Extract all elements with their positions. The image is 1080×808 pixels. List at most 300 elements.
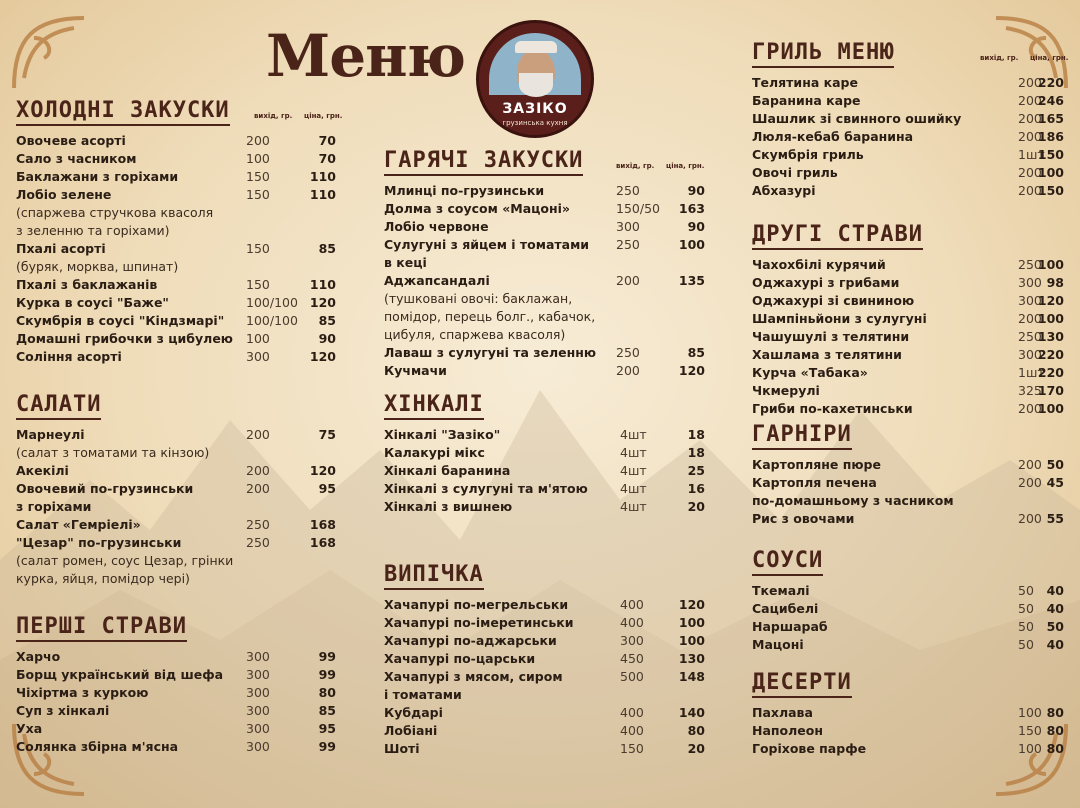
item-price: 90 [687,183,705,198]
item-name: Оджахурі з грибами [752,275,900,290]
menu-item [384,722,714,740]
item-name: Хачапурі з мясом, сиром [384,669,563,684]
section-title: ГРИЛЬ МЕНЮ [752,40,894,68]
item-name: Сулугуні з яйцем і томатами [384,237,590,252]
item-name: Солянка збірна м'ясна [16,739,179,754]
price-column-header: ціна, грн. [666,162,705,170]
menu-item [752,382,1064,400]
item-weight: 450 [620,651,644,666]
item-name: Горіхове парфе [752,741,867,756]
item-name: Хінкалі з вишнею [384,499,513,514]
item-name: Овочі гриль [752,165,838,180]
menu-item [16,348,346,366]
section-header [16,98,346,126]
menu-item [384,462,714,480]
item-description: (салат ромен, соус Цезар, грінки [16,553,234,568]
item-name: Лаваш з сулугуні та зеленню [384,345,597,360]
item-price: 85 [687,345,705,360]
menu-item [752,582,1064,600]
section-title: ДРУГІ СТРАВИ [752,222,923,250]
section-header [16,392,346,420]
section-header [16,614,346,642]
logo-tagline: грузинська кухня [502,119,568,127]
item-weight: 250 [616,183,640,198]
item-price: 70 [318,151,336,166]
item-name: Хачапурі по-царськи [384,651,536,666]
item-description: (тушковані овочі: баклажан, [384,291,573,306]
item-weight: 250 [616,237,640,252]
item-weight: 100/100 [246,313,298,328]
item-weight: 200 [1018,93,1042,108]
item-price: 45 [1046,475,1064,490]
item-price: 130 [1037,329,1064,344]
item-weight: 200 [246,463,270,478]
item-name: Овочеве асорті [16,133,126,148]
item-weight: 4шт [620,481,647,496]
item-price: 99 [318,649,336,664]
menu-item [384,650,714,668]
item-price: 85 [318,241,336,256]
item-price: 163 [678,201,705,216]
item-weight: 250 [1018,329,1042,344]
item-name: Хашлама з телятини [752,347,902,362]
item-weight: 200 [1018,475,1042,490]
menu-item [752,346,1064,364]
menu-item [752,92,1064,110]
menu-items [16,648,346,756]
item-weight: 4шт [620,427,647,442]
item-weight: 250 [616,345,640,360]
item-price: 100 [678,615,705,630]
item-weight: 200 [1018,511,1042,526]
item-price: 50 [1046,457,1064,472]
item-name: Мацоні [752,637,804,652]
section-first-courses [16,614,346,756]
item-price: 120 [678,363,705,378]
item-weight: 50 [1018,637,1034,652]
item-name: Пхалі з баклажанів [16,277,158,292]
item-weight: 300 [246,649,270,664]
item-description: курка, яйця, помідор чері) [16,571,190,586]
item-name: Сацибелі [752,601,819,616]
item-name: Телятина каре [752,75,858,90]
item-weight: 500 [620,669,644,684]
section-title: ДЕСЕРТИ [752,670,852,698]
item-weight: 100 [1018,741,1042,756]
item-weight: 150 [246,241,270,256]
item-name: Марнеулі [16,427,85,442]
item-price: 120 [1037,293,1064,308]
item-price: 50 [1046,619,1064,634]
item-weight: 150/50 [616,201,660,216]
item-price: 120 [678,597,705,612]
weight-column-header: вихід, гр. [254,112,293,120]
menu-item [16,648,346,666]
menu-item [384,632,714,650]
item-weight: 1шт [1018,365,1045,380]
item-weight: 200 [1018,457,1042,472]
item-weight: 300 [246,685,270,700]
section-title: ГАРЯЧІ ЗАКУСКИ [384,148,583,176]
item-name: Абхазурі [752,183,816,198]
item-weight: 300 [1018,347,1042,362]
weight-column-header: вихід, гр. [980,54,1019,62]
item-price: 100 [1037,165,1064,180]
menu-item [384,200,714,218]
menu-item [384,668,714,686]
item-name: Картопля печена [752,475,877,490]
item-name: Шашлик зі свинного ошийку [752,111,962,126]
section-header [752,670,1064,698]
restaurant-logo [476,20,594,138]
item-weight: 300 [616,219,640,234]
item-weight: 50 [1018,583,1034,598]
menu-item [16,720,346,738]
menu-item [16,294,346,312]
section-bakery [384,562,714,758]
menu-item [752,364,1064,382]
item-price: 40 [1046,637,1064,652]
item-price: 100 [1037,257,1064,272]
item-weight: 100 [1018,705,1042,720]
item-weight: 4шт [620,463,647,478]
menu-items [16,132,346,366]
item-price: 95 [318,721,336,736]
item-name: в кеці [384,255,427,270]
menu-item [384,596,714,614]
menu-item [16,684,346,702]
item-name: Чіхіртма з куркою [16,685,149,700]
item-name: Млинці по-грузинськи [384,183,545,198]
section-header [752,40,1069,68]
item-price: 85 [318,313,336,328]
item-weight: 150 [246,187,270,202]
menu-items [384,182,714,380]
menu-item [752,110,1064,128]
section-header [384,148,714,176]
item-name: Скумбрія в соусі "Кіндзмарі" [16,313,225,328]
item-description: помідор, перець болг., кабачок, [384,309,596,324]
item-name: Борщ український від шефа [16,667,224,682]
item-name: Люля-кебаб баранина [752,129,914,144]
item-weight: 4шт [620,445,647,460]
menu-item [384,480,714,498]
item-weight: 300 [246,667,270,682]
item-name: Кубдарі [384,705,443,720]
item-weight: 200 [246,133,270,148]
section-hot-appetizers [384,148,714,380]
item-price: 110 [309,277,336,292]
item-weight: 200 [616,273,640,288]
item-weight: 150 [246,277,270,292]
item-name: Уха [16,721,43,736]
section-sauces [752,548,1064,654]
item-price: 80 [318,685,336,700]
item-price: 25 [687,463,705,478]
item-weight: 200 [246,427,270,442]
item-price: 40 [1046,583,1064,598]
menu-item [384,686,714,704]
menu-item [752,704,1064,722]
menu-items [752,74,1064,200]
item-price: 75 [318,427,336,442]
ornament-top-left-icon [4,8,94,98]
section-header [752,422,1064,450]
item-price: 18 [687,427,705,442]
item-price: 120 [309,349,336,364]
menu-items [16,426,346,588]
item-weight: 300 [1018,275,1042,290]
item-price: 20 [687,499,705,514]
menu-item [16,516,346,534]
item-weight: 1шт [1018,147,1045,162]
menu-item [384,362,714,380]
section-title: ХІНКАЛІ [384,392,484,420]
item-price: 80 [1046,741,1064,756]
item-price: 110 [309,169,336,184]
menu-item [384,218,714,236]
item-name: Домашні грибочки з цибулею [16,331,233,346]
item-description: (буряк, морква, шпинат) [16,259,179,274]
item-price: 168 [309,535,336,550]
item-weight: 200 [1018,401,1042,416]
item-price: 99 [318,667,336,682]
section-khinkali [384,392,714,516]
menu-item [752,256,1064,274]
menu-item [752,740,1064,758]
section-title: ХОЛОДНІ ЗАКУСКИ [16,98,230,126]
item-description: (салат з томатами та кінзою) [16,445,210,460]
item-name: Хачапурі по-аджарськи [384,633,557,648]
item-name: Наршараб [752,619,828,634]
item-weight: 100 [246,331,270,346]
menu-items [752,704,1064,758]
item-price: 165 [1037,111,1064,126]
item-name: Акекілі [16,463,69,478]
menu-item [752,636,1064,654]
item-weight: 200 [1018,165,1042,180]
item-price: 20 [687,741,705,756]
item-name: Хінкалі з сулугуні та м'ятою [384,481,588,496]
item-price: 99 [318,739,336,754]
menu-item [16,276,346,294]
item-name: Пахлава [752,705,813,720]
item-price: 150 [1037,147,1064,162]
menu-item [752,328,1064,346]
item-weight: 50 [1018,601,1034,616]
menu-item [16,462,346,480]
logo-badge [476,20,594,138]
section-grill-menu [752,40,1069,200]
item-name: і томатами [384,687,462,702]
item-name: Хінкалі "Зазіко" [384,427,501,442]
item-weight: 50 [1018,619,1034,634]
menu-item [752,456,1064,474]
item-price: 100 [678,237,705,252]
item-price: 140 [678,705,705,720]
logo-brand: ЗАЗІКО [502,101,568,117]
section-header [384,562,714,590]
item-weight: 250 [1018,257,1042,272]
item-name: Лобіо зелене [16,187,112,202]
menu-item [384,444,714,462]
item-description: (спаржева стручкова квасоля [16,205,214,220]
menu-item [16,534,346,552]
section-title: ГАРНІРИ [752,422,852,450]
menu-item [16,240,346,258]
item-name: Оджахурі зі свининою [752,293,915,308]
section-title: ВИПІЧКА [384,562,484,590]
item-name: Курка в соусі "Баже" [16,295,169,310]
section-salads [16,392,346,588]
menu-item [752,510,1064,528]
item-weight: 250 [246,517,270,532]
menu-item [16,186,346,204]
item-name: Салат «Гемріелі» [16,517,141,532]
item-weight: 100 [246,151,270,166]
item-price: 18 [687,445,705,460]
section-desserts [752,670,1064,758]
menu-item [16,426,346,444]
item-price: 80 [1046,723,1064,738]
menu-item [752,618,1064,636]
menu-item [16,312,346,330]
price-column-header: ціна, грн. [304,112,343,120]
item-weight: 325 [1018,383,1042,398]
menu-item [16,498,346,516]
item-price: 135 [678,273,705,288]
menu-item [752,182,1064,200]
menu-item [16,330,346,348]
menu-item [384,254,714,272]
item-name: Ткемалі [752,583,810,598]
section-header [752,548,1064,576]
menu-item [752,146,1064,164]
item-weight: 200 [1018,75,1042,90]
section-header [384,392,714,420]
menu-item [752,400,1064,418]
item-price: 55 [1046,511,1064,526]
menu-items [752,582,1064,654]
menu-item [752,600,1064,618]
item-weight: 200 [246,481,270,496]
item-name: Шампіньйони з сулугуні [752,311,927,326]
item-weight: 400 [620,723,644,738]
item-name: Суп з хінкалі [16,703,110,718]
weight-column-header: вихід, гр. [616,162,655,170]
menu-item [384,236,714,254]
menu-item [384,740,714,758]
menu-item [384,182,714,200]
item-name: Лобіо червоне [384,219,489,234]
item-name: Овочевий по-грузинськи [16,481,194,496]
item-weight: 150 [1018,723,1042,738]
menu-item [752,74,1064,92]
item-price: 100 [678,633,705,648]
section-cold-appetizers [16,98,346,366]
menu-item [16,480,346,498]
item-weight: 400 [620,705,644,720]
menu-item [16,666,346,684]
section-title: САЛАТИ [16,392,101,420]
item-name: Аджапсандалі [384,273,490,288]
section-title: СОУСИ [752,548,823,576]
item-name: Харчо [16,649,61,664]
menu-item [752,274,1064,292]
item-name: Наполеон [752,723,823,738]
item-price: 40 [1046,601,1064,616]
section-header [752,222,1064,250]
section-main-courses [752,222,1064,418]
item-price: 98 [1046,275,1064,290]
item-weight: 200 [616,363,640,378]
item-price: 120 [309,295,336,310]
menu-item [752,164,1064,182]
section-title: ПЕРШІ СТРАВИ [16,614,187,642]
menu-item [16,702,346,720]
item-weight: 150 [620,741,644,756]
menu-item [16,132,346,150]
item-name: Сало з часником [16,151,137,166]
item-name: Хінкалі баранина [384,463,511,478]
item-description: з зеленню та горіхами) [16,223,170,238]
item-description: цибуля, спаржева квасоля) [384,327,566,342]
item-name: Баклажани з горіхами [16,169,179,184]
item-price: 220 [1037,365,1064,380]
item-price: 246 [1037,93,1064,108]
item-price: 16 [687,481,705,496]
item-weight: 200 [1018,183,1042,198]
menu-item [752,310,1064,328]
item-weight: 200 [1018,311,1042,326]
item-name: по-домашньому з часником [752,493,954,508]
item-price: 80 [1046,705,1064,720]
item-name: Скумбрія гриль [752,147,864,162]
item-weight: 300 [246,721,270,736]
menu-item [384,426,714,444]
item-price: 150 [1037,183,1064,198]
item-price: 170 [1037,383,1064,398]
item-name: Шоті [384,741,420,756]
item-price: 95 [318,481,336,496]
item-price: 85 [318,703,336,718]
menu-item [384,614,714,632]
item-name: Картопляне пюре [752,457,881,472]
item-weight: 400 [620,597,644,612]
item-name: Соління асорті [16,349,122,364]
menu-items [384,426,714,516]
item-price: 110 [309,187,336,202]
page-title: Меню [266,22,466,90]
item-name: Долма з соусом «Мацоні» [384,201,571,216]
item-name: Хачапурі по-імеретинськи [384,615,574,630]
item-weight: 100/100 [246,295,298,310]
item-price: 100 [1037,311,1064,326]
item-price: 100 [1037,401,1064,416]
item-weight: 200 [1018,129,1042,144]
item-name: Калакурі мікс [384,445,485,460]
item-price: 168 [309,517,336,532]
menu-item [384,704,714,722]
item-weight: 250 [246,535,270,550]
item-name: Кучмачи [384,363,447,378]
item-name: "Цезар" по-грузинськи [16,535,182,550]
item-name: Рис з овочами [752,511,855,526]
item-name: Гриби по-кахетинськи [752,401,913,416]
menu-item [752,722,1064,740]
menu-item [752,128,1064,146]
menu-item [384,498,714,516]
